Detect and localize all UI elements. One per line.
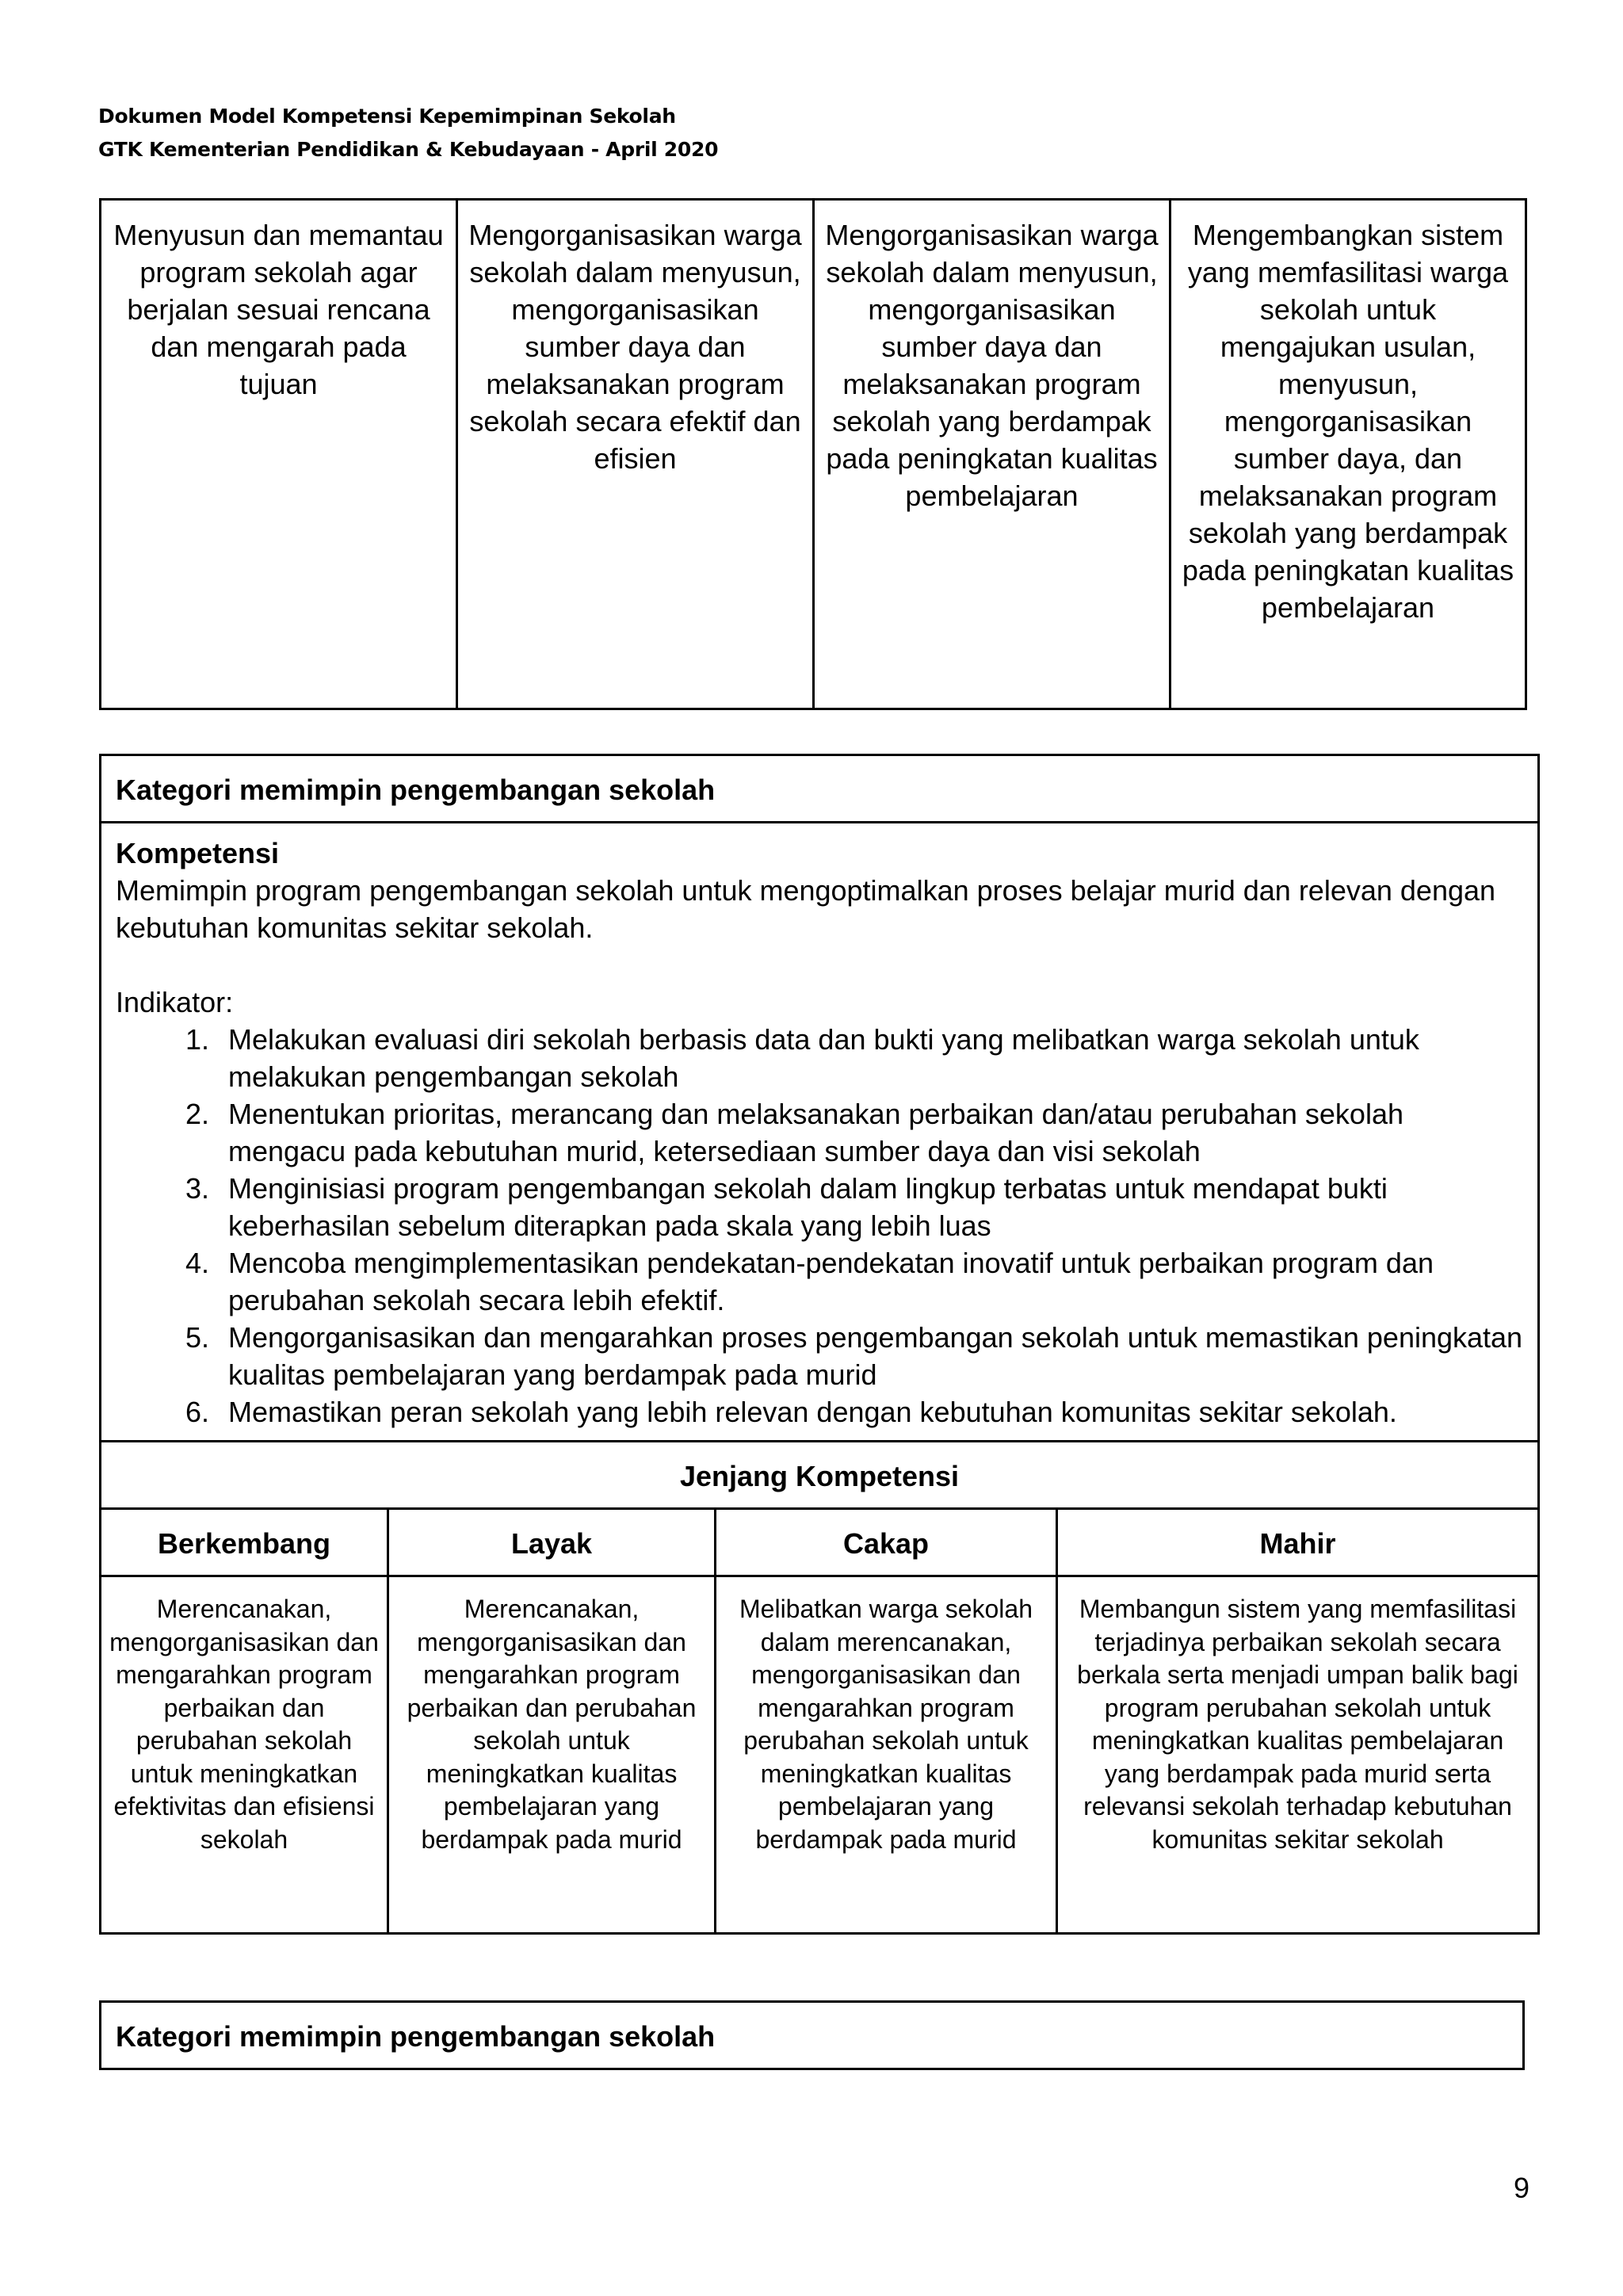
level-description-berkembang: Merencanakan, mengorganisasikan dan mengarahkan program perbaikan dan perubahan sekolah untuk meningkatkan efektivitas dan efisiensi sekolah — [101, 1576, 388, 1934]
category-title: Kategori memimpin pengembangan sekolah — [101, 755, 1539, 823]
header-subtitle: GTK Kementerian Pendidikan & Kebudayaan - April 2020 — [98, 138, 719, 161]
table-row — [101, 2002, 1524, 2069]
competency-table — [99, 754, 1540, 1935]
level-header-berkembang: Berkembang — [101, 1509, 388, 1576]
table-row — [101, 823, 1539, 1442]
competency-heading: Kompetensi — [116, 837, 280, 869]
list-item: 1. Melakukan evaluasi diri sekolah berbasis data dan bukti yang melibatkan warga sekolah untuk melakukan pengembangan sekolah — [217, 1021, 1523, 1095]
indicator-label: Indikator: — [116, 986, 234, 1018]
level-header-cakap: Cakap — [716, 1509, 1057, 1576]
table-row — [101, 1442, 1539, 1509]
table-row — [101, 755, 1539, 823]
indicator-list — [116, 1021, 1523, 1431]
list-item: 5. Mengorganisasikan dan mengarahkan proses pengembangan sekolah untuk memastikan peningkatan kualitas pembelajaran yang berdampak pada murid — [217, 1319, 1523, 1393]
header-title: Dokumen Model Kompetensi Kepemimpinan Sekolah — [98, 105, 676, 128]
level-description-mahir: Membangun sistem yang memfasilitasi terjadinya perbaikan sekolah secara berkala serta menjadi umpan balik bagi program perubahan sekolah untuk meningkatkan kualitas pembelajaran yang berdampak pada murid serta relevansi sekolah terhadap kebutuhan komunitas sekitar sekolah — [1057, 1576, 1539, 1934]
jenjang-title: Jenjang Kompetensi — [101, 1442, 1539, 1509]
level-description-cakap: Melibatkan warga sekolah dalam merencanakan, mengorganisasikan dan mengarahkan program perubahan sekolah untuk meningkatkan kualitas pembelajaran yang berdampak pada murid — [716, 1576, 1057, 1934]
level-description-cell: Mengembangkan sistem yang memfasilitasi warga sekolah untuk mengajukan usulan, menyusun, mengorganisasikan sumber daya, dan melaksanakan program sekolah yang berdampak pada peningkatan kualitas pembelajaran — [1170, 200, 1526, 709]
list-item: 4. Mencoba mengimplementasikan pendekatan-pendekatan inovatif untuk perbaikan program dan perubahan sekolah secara lebih efektif. — [217, 1244, 1523, 1319]
page-number: 9 — [1514, 2172, 1530, 2204]
document-header — [98, 100, 718, 166]
next-section-table — [99, 2000, 1525, 2070]
top-level-table — [99, 198, 1527, 710]
level-header-mahir: Mahir — [1057, 1509, 1539, 1576]
level-description-cell: Mengorganisasikan warga sekolah dalam menyusun, mengorganisasikan sumber daya dan melaksanakan program sekolah yang berdampak pada peningkatan kualitas pembelajaran — [814, 200, 1170, 709]
level-header-layak: Layak — [388, 1509, 716, 1576]
level-description-cell: Menyusun dan memantau program sekolah agar berjalan sesuai rencana dan mengarah pada tujuan — [101, 200, 457, 709]
competency-block — [101, 823, 1539, 1442]
table-row — [101, 1576, 1539, 1934]
level-description-cell: Mengorganisasikan warga sekolah dalam menyusun, mengorganisasikan sumber daya dan melaksanakan program sekolah secara efektif dan efisien — [457, 200, 814, 709]
competency-text: Memimpin program pengembangan sekolah untuk mengoptimalkan proses belajar murid dan relevan dengan kebutuhan komunitas sekitar sekolah. — [116, 874, 1496, 944]
list-item: 2. Menentukan prioritas, merancang dan melaksanakan perbaikan dan/atau perubahan sekolah mengacu pada kebutuhan murid, ketersediaan sumber daya dan visi sekolah — [217, 1095, 1523, 1170]
list-item: 3. Menginisiasi program pengembangan sekolah dalam lingkup terbatas untuk mendapat bukti keberhasilan sebelum diterapkan pada skala yang lebih luas — [217, 1170, 1523, 1244]
table-row — [101, 200, 1526, 709]
level-description-layak: Merencanakan, mengorganisasikan dan mengarahkan program perbaikan dan perubahan sekolah untuk meningkatkan kualitas pembelajaran yang berdampak pada murid — [388, 1576, 716, 1934]
table-row — [101, 1509, 1539, 1576]
list-item: 6. Memastikan peran sekolah yang lebih relevan dengan kebutuhan komunitas sekitar sekolah. — [217, 1393, 1523, 1431]
category-title: Kategori memimpin pengembangan sekolah — [101, 2002, 1524, 2069]
